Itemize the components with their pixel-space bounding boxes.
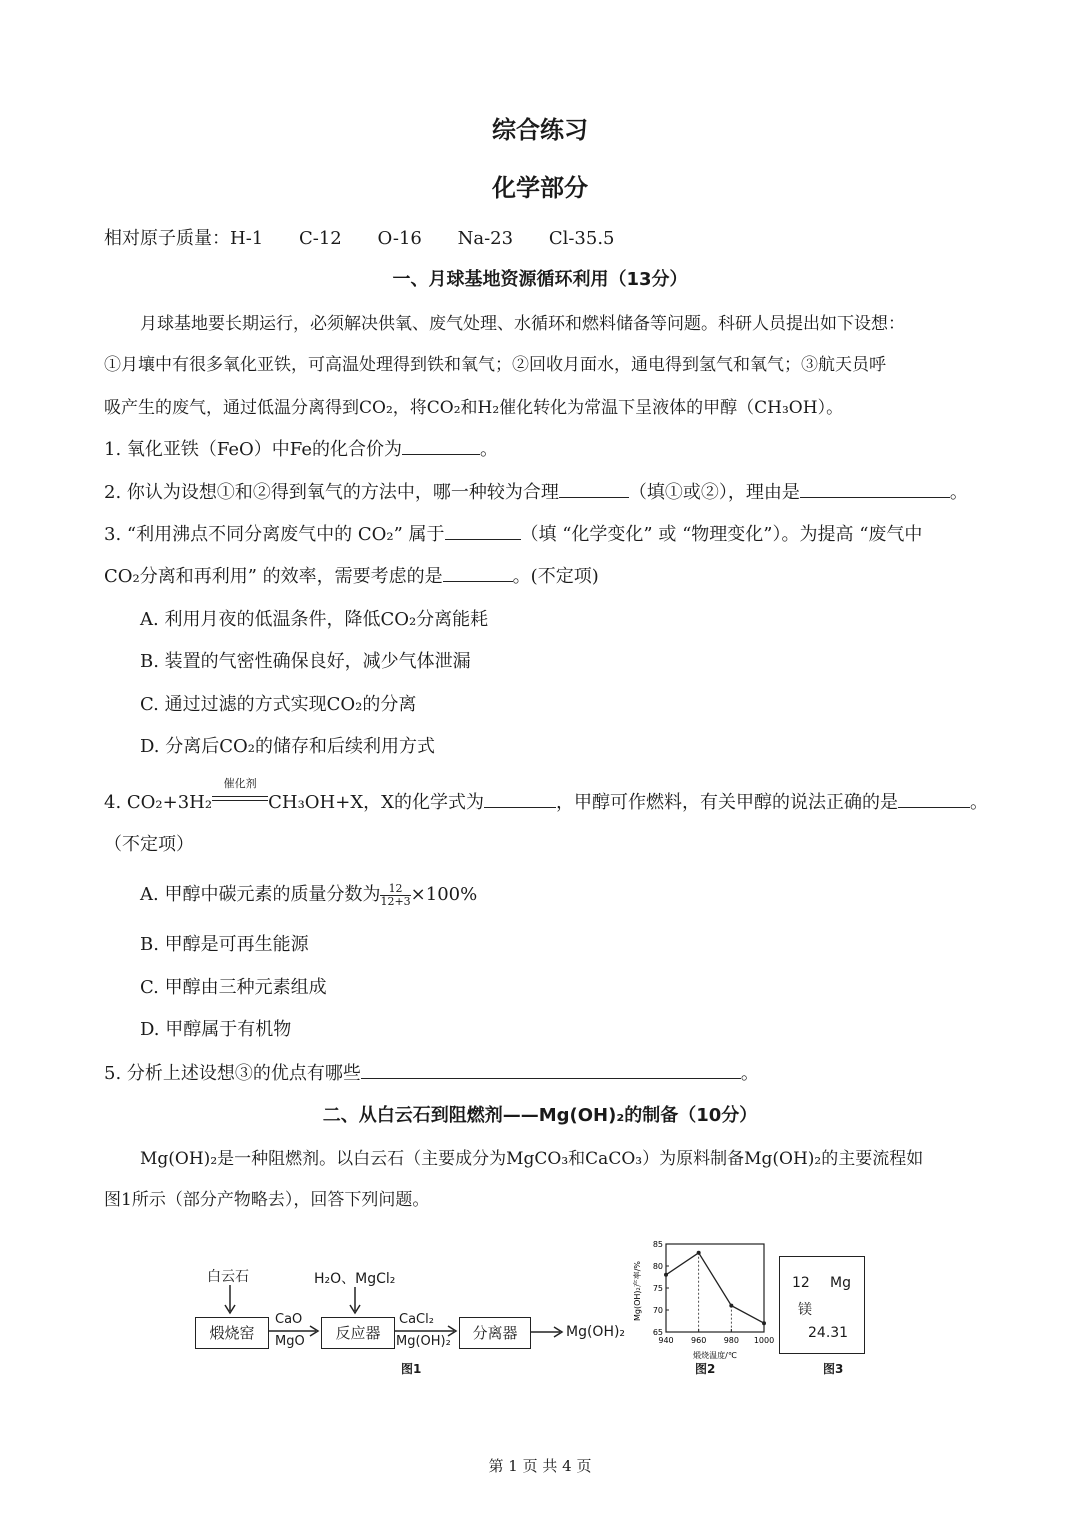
figure-2-caption: 图2 <box>695 1362 716 1376</box>
mass-fraction <box>380 883 410 908</box>
atomic-number: 12 <box>792 1275 810 1291</box>
question-1-end: 。 <box>479 439 498 460</box>
atomic-mass-item: Cl-35.5 <box>548 228 615 249</box>
fraction-denominator: 12+3 <box>380 894 411 908</box>
question-3-end: 。(不定项) <box>512 566 599 587</box>
arrow-down-icon <box>220 1285 240 1317</box>
section1-intro-line1: 月球基地要长期运行，必须解决供氧、废气处理、水循环和燃料储备等问题。科研人员提出如下设想： <box>140 314 905 334</box>
question-1 <box>104 438 498 462</box>
arrow2-bottom-label: Mg(OH)₂ <box>396 1334 451 1349</box>
calciner-box: 煅烧窑 <box>195 1317 269 1349</box>
atomic-mass-item: O-16 <box>377 228 422 249</box>
atomic-mass-item: Na-23 <box>457 228 514 249</box>
chart-y-tick-label: 80 <box>652 1262 663 1271</box>
section2-heading: 二、从白云石到阻燃剂——Mg(OH)₂的制备（10分） <box>322 1105 758 1126</box>
q3-option-c[interactable]: C. 通过过滤的方式实现CO₂的分离 <box>140 694 417 715</box>
answer-blank[interactable] <box>484 791 556 808</box>
separator-box: 分离器 <box>459 1317 531 1349</box>
chart-x-tick-label: 940 <box>658 1336 674 1345</box>
q4-option-a[interactable] <box>140 880 477 910</box>
atomic-mass-item: C-12 <box>298 228 342 249</box>
element-name: 镁 <box>798 1302 812 1318</box>
chart-x-tick-label: 980 <box>723 1336 739 1345</box>
figure-2-chart <box>630 1236 775 1376</box>
answer-blank[interactable] <box>898 791 970 808</box>
catalyst-arrow <box>212 777 268 808</box>
chart-series-line <box>666 1253 764 1323</box>
section2-intro-line1: Mg(OH)₂是一种阻燃剂。以白云石（主要成分为MgCO₃和CaCO₃）为原料制备Mg(OH)₂的主要流程如 <box>140 1149 924 1169</box>
output-product: Mg(OH)₂ <box>566 1324 626 1340</box>
answer-blank[interactable] <box>800 481 950 498</box>
question-3-text-c: CO₂分离和再利用” 的效率，需要考虑的是 <box>104 566 443 587</box>
page-title: 综合练习 <box>492 116 588 144</box>
input-reagents: H₂O、MgCl₂ <box>314 1271 396 1287</box>
q3-option-b[interactable]: B. 装置的气密性确保良好，减少气体泄漏 <box>140 651 471 672</box>
question-3 <box>104 523 922 547</box>
atomic-mass-item: H-1 <box>230 228 264 249</box>
question-4-text: CH₃OH+X，X的化学式为 <box>268 792 484 813</box>
question-3-text-b: （填 “化学变化” 或 “物理变化”）。为提高 “废气中 <box>520 524 923 545</box>
chart-x-tick-label: 960 <box>691 1336 707 1345</box>
equation-reactants: 4. CO₂+3H₂ <box>104 792 213 813</box>
answer-blank[interactable] <box>443 565 513 582</box>
arrow2-top-label: CaCl₂ <box>399 1312 434 1327</box>
arrow1-bottom-label: MgO <box>275 1334 305 1349</box>
question-4 <box>104 777 988 815</box>
answer-blank[interactable] <box>361 1062 741 1079</box>
reactor-box: 反应器 <box>321 1317 395 1349</box>
chart-x-tick-label: 1000 <box>753 1336 775 1345</box>
question-4-note: （不定项） <box>104 834 194 855</box>
chart-data-point <box>697 1251 701 1255</box>
question-3-cont <box>104 565 599 589</box>
chart-y-tick-label: 75 <box>652 1284 663 1293</box>
question-1-text: 1. 氧化亚铁（FeO）中Fe的化合价为 <box>104 439 402 460</box>
q4-option-b[interactable]: B. 甲醇是可再生能源 <box>140 934 309 955</box>
section1-intro-line3: 吸产生的废气，通过低温分离得到CO₂，将CO₂和H₂催化转化为常温下呈液体的甲醇（CH₃OH）。 <box>104 398 844 418</box>
section1-heading: 一、月球基地资源循环利用（13分） <box>392 269 688 290</box>
question-4-end: 。 <box>969 792 988 813</box>
question-4-text-c: ，甲醇可作燃料，有关甲醇的说法正确的是 <box>555 792 898 813</box>
q4-option-a-percent: ×100% <box>410 884 478 905</box>
element-symbol: Mg <box>830 1275 851 1291</box>
question-2-text: 2. 你认为设想①和②得到氧气的方法中，哪一种较为合理 <box>104 482 559 503</box>
answer-blank[interactable] <box>402 438 480 455</box>
fraction-numerator: 12 <box>380 883 410 896</box>
page-number: 第 1 页 共 4 页 <box>488 1457 592 1475</box>
answer-blank[interactable] <box>559 481 629 498</box>
chart-y-axis-label: Mg(OH)₂产率/% <box>633 1260 642 1322</box>
figure-3-element-card <box>779 1256 865 1354</box>
arrow-down-icon <box>345 1287 365 1317</box>
question-5-text: 5. 分析上述设想③的优点有哪些 <box>104 1063 361 1084</box>
question-5-end: 。 <box>740 1063 759 1084</box>
figure-3-caption: 图3 <box>823 1362 844 1376</box>
answer-blank[interactable] <box>445 523 521 540</box>
chart-plot-frame <box>666 1244 764 1332</box>
chart-y-tick-label: 70 <box>652 1306 663 1315</box>
section2-intro-line2: 图1所示（部分产物略去），回答下列问题。 <box>104 1190 430 1210</box>
atomic-masses-label: 相对原子质量： <box>104 228 230 249</box>
q3-option-a[interactable]: A. 利用月夜的低温条件，降低CO₂分离能耗 <box>140 609 489 630</box>
q3-option-d[interactable]: D. 分离后CO₂的储存和后续利用方式 <box>140 736 435 757</box>
question-2-text-b: （填①或②），理由是 <box>628 482 800 503</box>
chart-data-point <box>664 1273 668 1277</box>
figure-1-caption: 图1 <box>401 1362 422 1376</box>
arrow-right-icon <box>530 1325 564 1339</box>
question-2-end: 。 <box>949 482 968 503</box>
question-5 <box>104 1062 759 1086</box>
atomic-mass: 24.31 <box>808 1325 849 1341</box>
q4-option-d[interactable]: D. 甲醇属于有机物 <box>140 1019 292 1040</box>
chart-x-axis-label: 煅烧温度/℃ <box>693 1351 737 1360</box>
catalyst-label: 催化剂 <box>223 777 257 790</box>
chart-data-point <box>762 1321 766 1325</box>
chart-y-tick-label: 85 <box>652 1240 663 1249</box>
q4-option-c[interactable]: C. 甲醇由三种元素组成 <box>140 977 327 998</box>
chart-y-tick-label: 65 <box>652 1328 663 1337</box>
question-3-text: 3. “利用沸点不同分离废气中的 CO₂” 属于 <box>104 524 445 545</box>
question-2 <box>104 481 968 505</box>
chart-data-point <box>729 1304 733 1308</box>
arrow1-top-label: CaO <box>275 1312 303 1327</box>
q4-option-a-text: A. 甲醇中碳元素的质量分数为 <box>140 884 381 905</box>
page-subtitle: 化学部分 <box>492 174 588 202</box>
input-dolomite: 白云石 <box>207 1269 249 1285</box>
atomic-masses <box>104 227 615 251</box>
section1-intro-line2: ①月壤中有很多氧化亚铁，可高温处理得到铁和氧气；②回收月面水，通电得到氢气和氧气；③航天员呼 <box>104 355 886 375</box>
